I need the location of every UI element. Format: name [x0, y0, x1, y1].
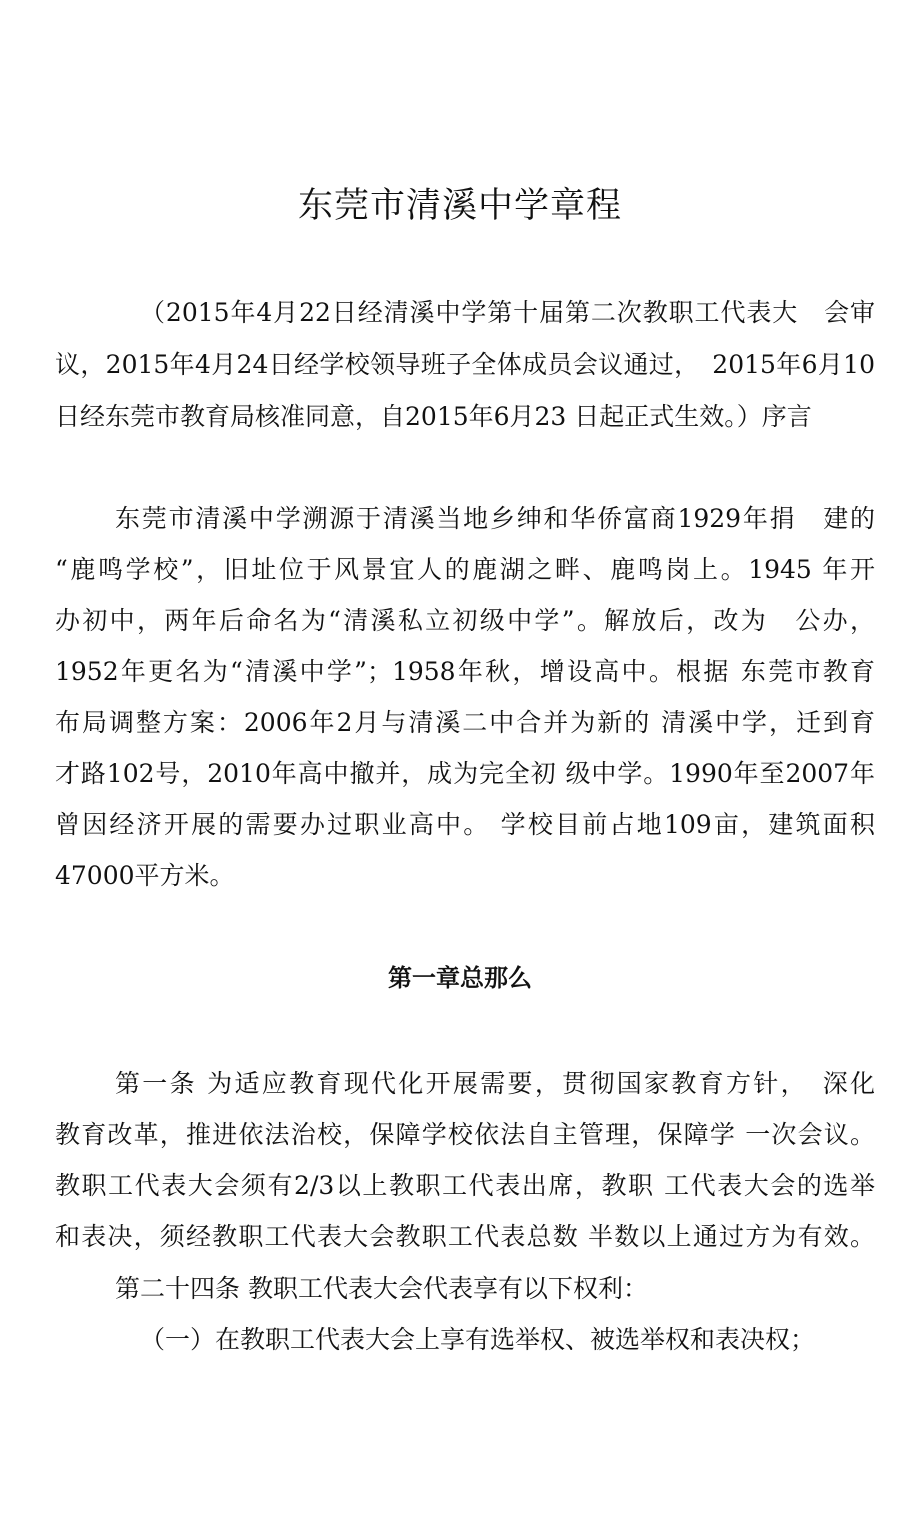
history-line: “鹿鸣学校”，旧址位于风景宜人的鹿湖之畔、鹿鸣岗上。1945 年开	[55, 555, 875, 584]
article-24-item-1: （一）在教职工代表大会上享有选举权、被选举权和表决权；	[140, 1325, 816, 1354]
article-line: 教职工代表大会须有2/3以上教职工代表出席，教职 工代表大会的选举	[55, 1171, 875, 1200]
document-title: 东莞市清溪中学章程	[297, 186, 622, 226]
preamble-line: （2015年4月22日经清溪中学第十届第二次教职工代表大 会审	[140, 298, 875, 327]
history-line: 曾因经济开展的需要办过职业高中。 学校目前占地109亩，建筑面积	[55, 810, 875, 839]
history-line: 东莞市清溪中学溯源于清溪当地乡绅和华侨富商1929年捐 建的	[115, 504, 875, 533]
article-24-line: 第二十四条 教职工代表大会代表享有以下权利：	[115, 1274, 648, 1303]
history-line: 布局调整方案：2006年2月与清溪二中合并为新的 清溪中学，迁到育	[55, 708, 875, 737]
chapter-heading: 第一章总那么	[388, 964, 532, 992]
article-line: 第一条 为适应教育现代化开展需要，贯彻国家教育方针， 深化	[115, 1069, 875, 1098]
history-line: 47000平方米。	[55, 861, 235, 890]
article-line: 和表决，须经教职工代表大会教职工代表总数 半数以上通过方为有效。	[55, 1222, 875, 1251]
article-line: 教育改革，推进依法治校，保障学校依法自主管理，保障学 一次会议。	[55, 1120, 875, 1149]
history-line: 办初中，两年后命名为“清溪私立初级中学”。解放后，改为 公办，	[55, 606, 875, 635]
preamble-line: 日经东莞市教育局核准同意，自2015年6月23 日起正式生效。）序言	[55, 402, 812, 431]
history-line: 才路102号，2010年高中撤并，成为完全初 级中学。1990年至2007年	[55, 759, 875, 788]
preamble-line: 议，2015年4月24日经学校领导班子全体成员会议通过， 2015年6月10	[55, 350, 875, 379]
history-line: 1952年更名为“清溪中学”；1958年秋，增设高中。根据 东莞市教育	[55, 657, 875, 686]
